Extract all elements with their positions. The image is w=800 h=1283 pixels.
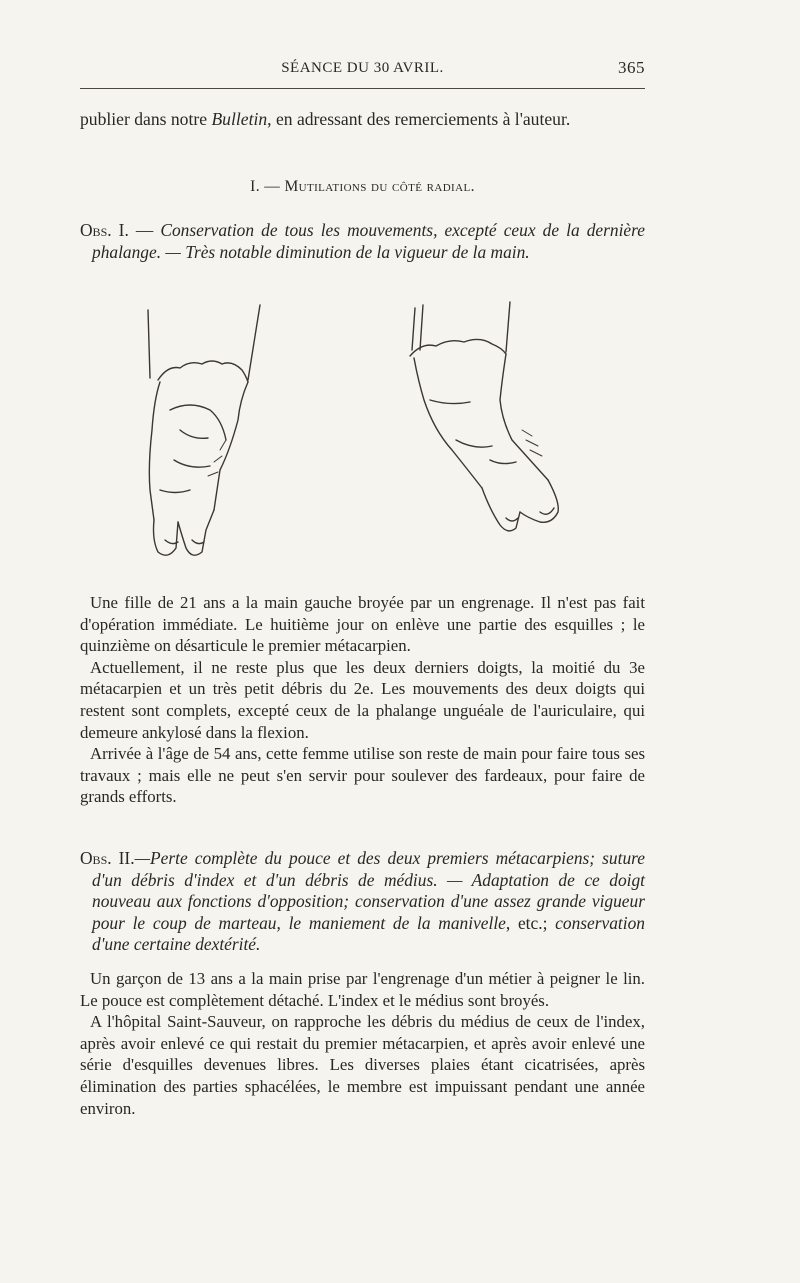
obs1-body [80,592,645,808]
left-hand-drawing [148,305,260,555]
bulletin-title: Bulletin [211,109,268,129]
obs2-title-2: conservation d'une certaine dextérité. [92,912,645,954]
obs2-paragraph-1: Un garçon de 13 ans a la main prise par l'engrenage d'un métier à peigner le lin. Le pouce est complètement détaché. L'index et le médius sont broyés. [80,969,645,1010]
page-number: 365 [618,58,645,77]
obs2-label: Obs. II. [80,848,135,868]
intro-text-before: publier dans notre [80,109,212,129]
intro-paragraph [80,108,645,130]
intro-text-after: , en adressant des remerciements à l'auteur. [267,109,571,129]
obs2-heading [80,848,645,956]
obs1-paragraph-3: Arrivée à l'âge de 54 ans, cette femme utilise son reste de main pour faire tous ses travaux ; mais elle ne peut s'en servir pour soulever des fardeaux, pour faire de grands efforts. [80,744,645,807]
obs2-paragraph-2: A l'hôpital Saint-Sauveur, on rapproche les débris du médius de ceux de l'index, après avoir enlevé ce qui restait du premier métacarpien, et après avoir enlevé une série d'esquilles devenues libres. Les diverses plaies étant cicatrisées, après élimination des parties sphacélées, le membre est impuissant pendant une année environ. [80,1012,645,1118]
right-hand-drawing [410,302,558,531]
header-rule [80,88,645,89]
running-head [80,60,645,84]
obs1-paragraph-2: Actuellement, il ne reste plus que les deux derniers doigts, la moitié du 3e métacarpien et un très petit débris du 2e. Les mouvements des deux doigts qui restent sont complets, excepté ceux de la phalange unguéale de l'auriculaire, qui demeure ankylosé dans la flexion. [80,657,645,742]
obs1-label: Obs. I. — [80,220,161,240]
obs2-body [80,968,645,1119]
obs2-etc: , etc.; [505,912,556,933]
running-title: SÉANCE DU 30 AVRIL. [281,60,444,76]
obs1-paragraph-1: Une fille de 21 ans a la main gauche broyée par un engrenage. Il n'est pas fait d'opération immédiate. Le huitième jour on enlève une partie des esquilles ; le quinzième on désarticule le premier métacarpien. [80,593,645,656]
section-title: I. — Mutilations du côté radial. [250,178,475,195]
obs1-heading [80,220,645,263]
hand-illustration [130,290,610,580]
obs2-title-1: —Perte complète du pouce et des deux premiers métacarpiens; suture d'un débris d'index et d'un débris de médius. — Adaptation de ce doigt nouveau aux fonctions d'opposition; conservation d'une assez grande vigueur pour le coup de marteau, le maniement de la manivelle [92,848,645,933]
obs1-title: Conservation de tous les mouvements, excepté ceux de la dernière phalange. — Très notable diminution de la vigueur de la main. [92,220,645,262]
